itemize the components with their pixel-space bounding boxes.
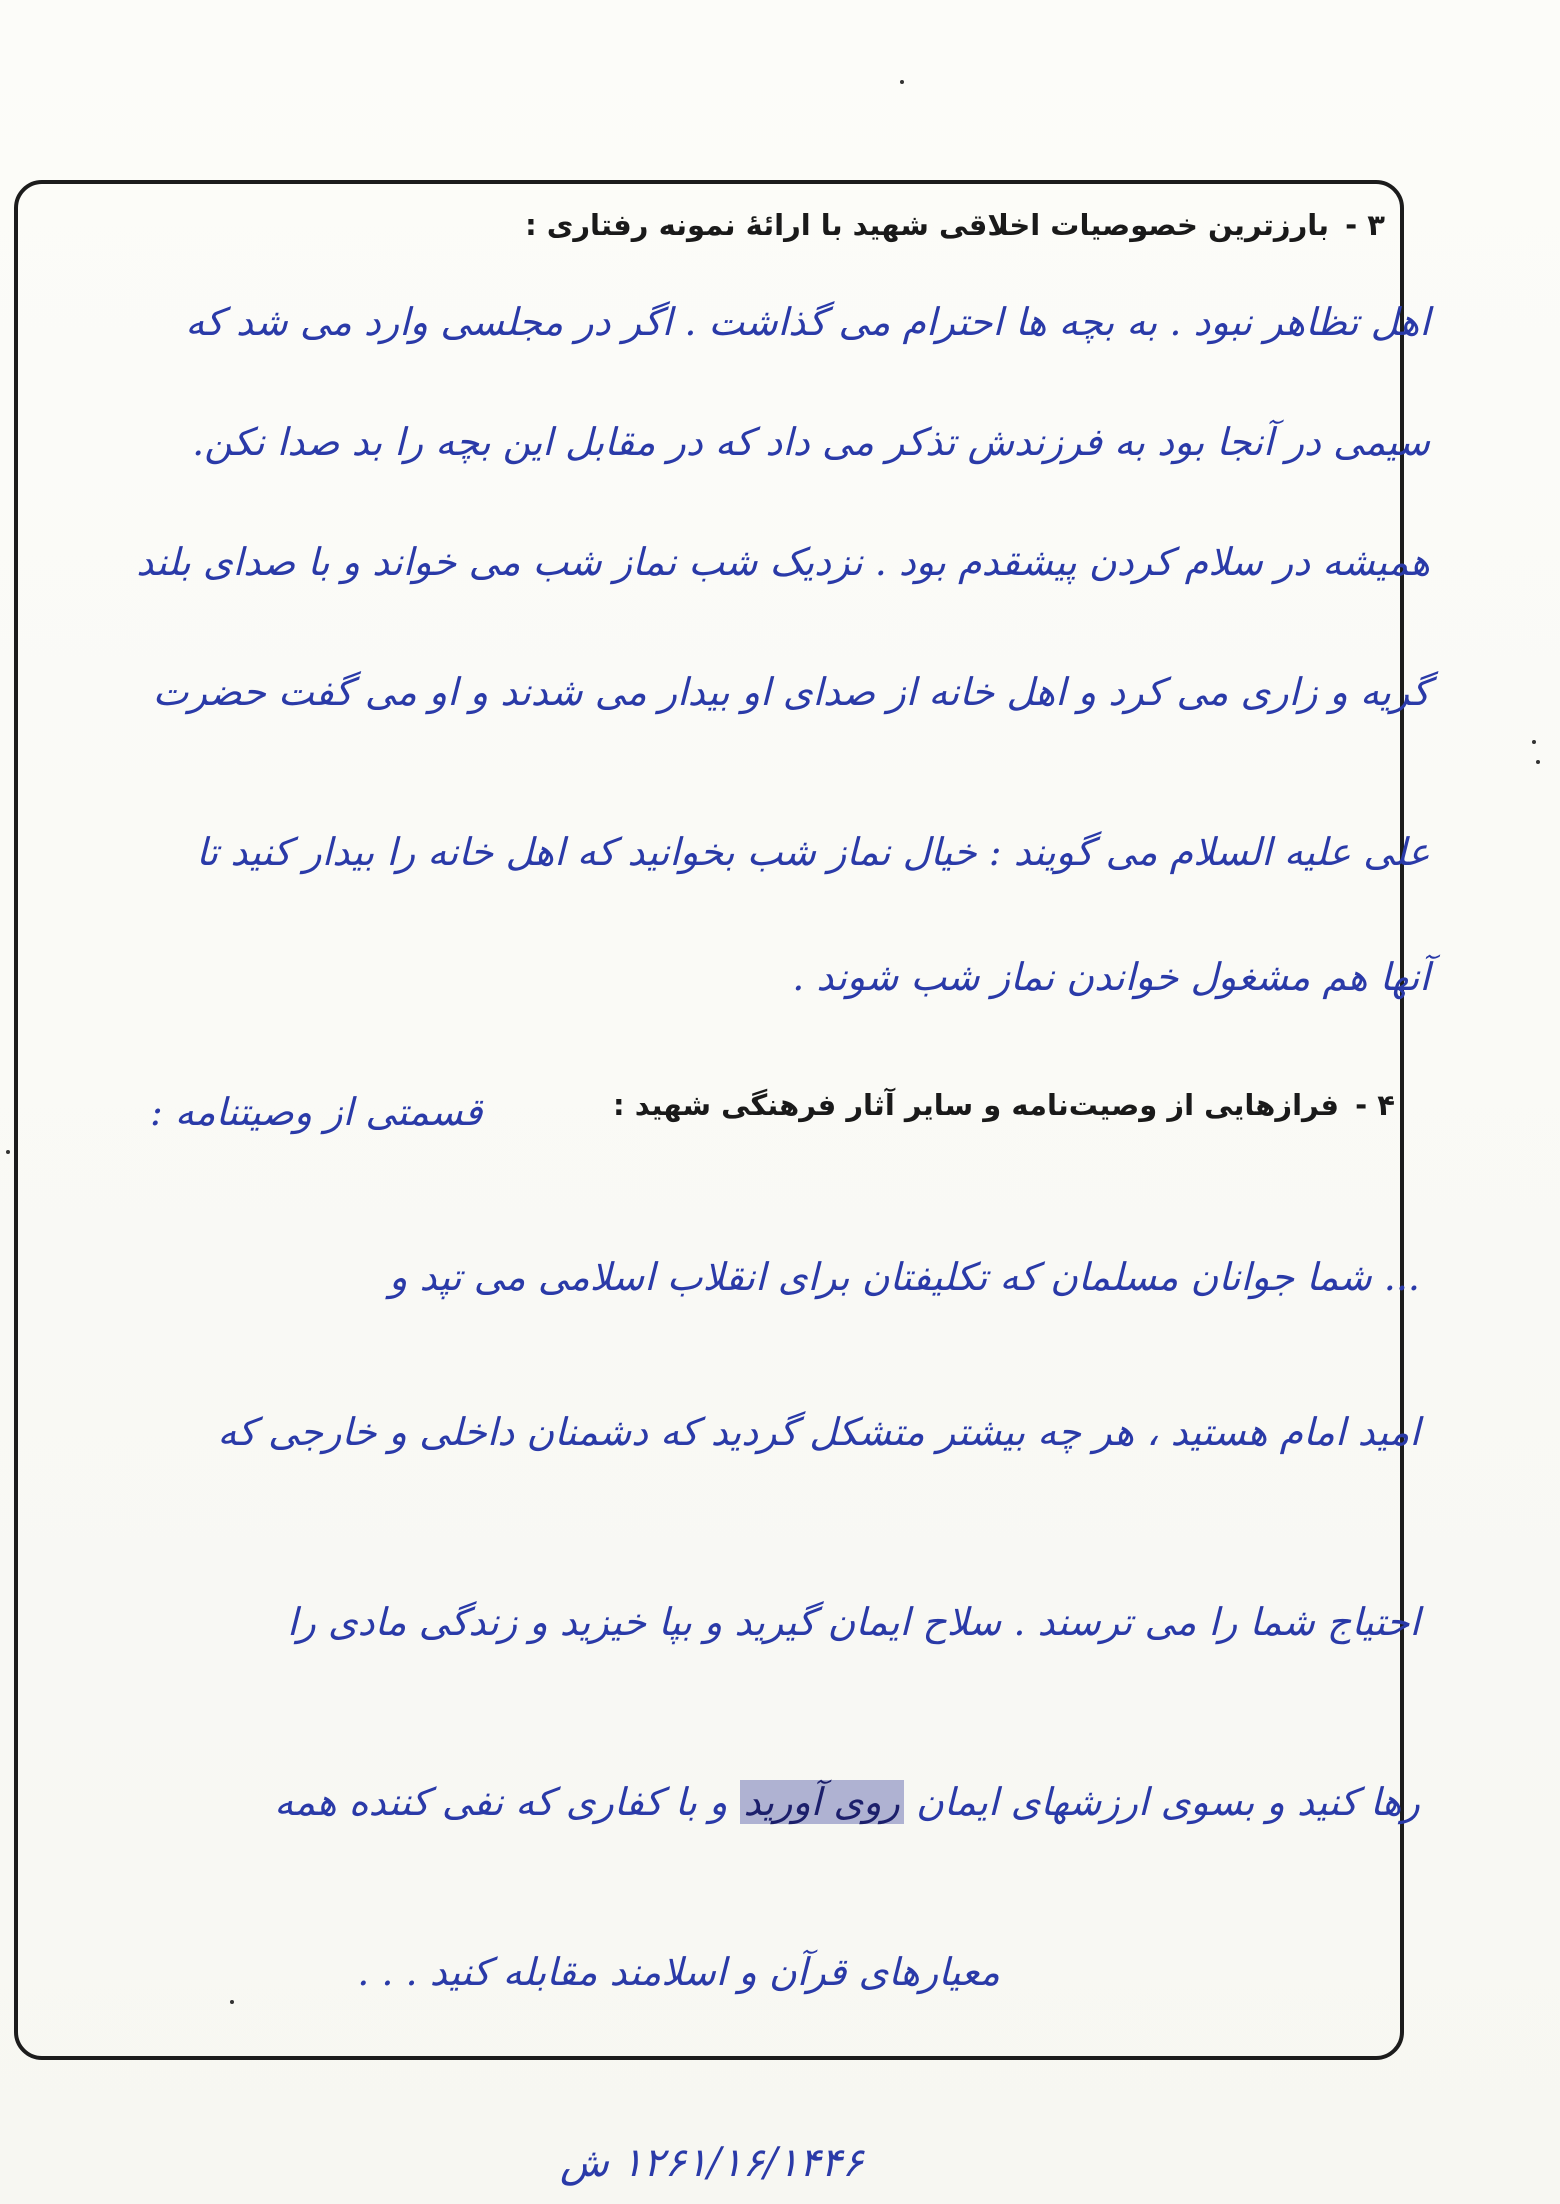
section-3-line-4: گریه و زاری می کرد و اهل خانه از صدای او بیدار می شدند و او می گفت حضرت [152,670,1430,714]
ink-dot [900,80,904,84]
section-4-number: ۴ - [1355,1088,1395,1122]
section-4-handwritten-label: قسمتی از وصیتنامه : [150,1090,483,1134]
section-3-line-5: علی علیه السلام می گویند : خیال نماز شب بخوانید که اهل خانه را بیدار کنید تا [196,830,1430,874]
section-3-title: بارزترین خصوصیات اخلاقی شهید با ارائهٔ نمونه رفتاری : [525,208,1330,242]
ink-dot [230,2000,234,2004]
section-4-line-2: امید امام هستید ، هر چه بیشتر متشکل گردید که دشمنان داخلی و خارجی که [217,1410,1420,1454]
section-3-line-3: همیشه در سلام کردن پیشقدم بود . نزدیک شب نماز شب می خواند و با صدای بلند [136,540,1430,584]
ink-dot [1536,760,1540,764]
section-4-line-4 [274,1780,1420,1824]
section-3-line-6: آنها هم مشغول خواندن نماز شب شوند . [792,955,1430,999]
highlighted-phrase: روی آورید [740,1780,904,1824]
section-4-line-1: ... شما جوانان مسلمان که تکلیفتان برای انقلاب اسلامی می تپد و [389,1255,1420,1299]
section-4-line-4-text: رها کنید و بسوی ارزشهای ایمان روی آورید و با کفاری که نفی کننده همه [274,1780,1420,1824]
section-3-line-2: سیمی در آنجا بود به فرزندش تذکر می داد که در مقابل این بچه را بد صدا نکن. [192,420,1430,464]
section-3-number: ۳ - [1345,208,1385,242]
section-4-heading [613,1088,1395,1122]
section-3-line-1: اهل تظاهر نبود . به بچه ها احترام می گذاشت . اگر در مجلسی وارد می شد که [185,300,1430,344]
section-3-heading [525,208,1385,242]
ink-dot [1532,740,1536,744]
section-4-line-5: معیارهای قرآن و اسلامند مقابله کنید . . . [357,1950,1000,1994]
footer-reference: ۱۲۶۱/۱۶/۱۴۴۶ ش [560,2140,864,2186]
section-4-title: فرازهایی از وصیت‌نامه و سایر آثار فرهنگی شهید : [613,1088,1340,1122]
ink-dot [6,1150,10,1154]
section-4-line-3: احتیاج شما را می ترسند . سلاح ایمان گیرید و بپا خیزید و زندگی مادی را [286,1600,1420,1644]
